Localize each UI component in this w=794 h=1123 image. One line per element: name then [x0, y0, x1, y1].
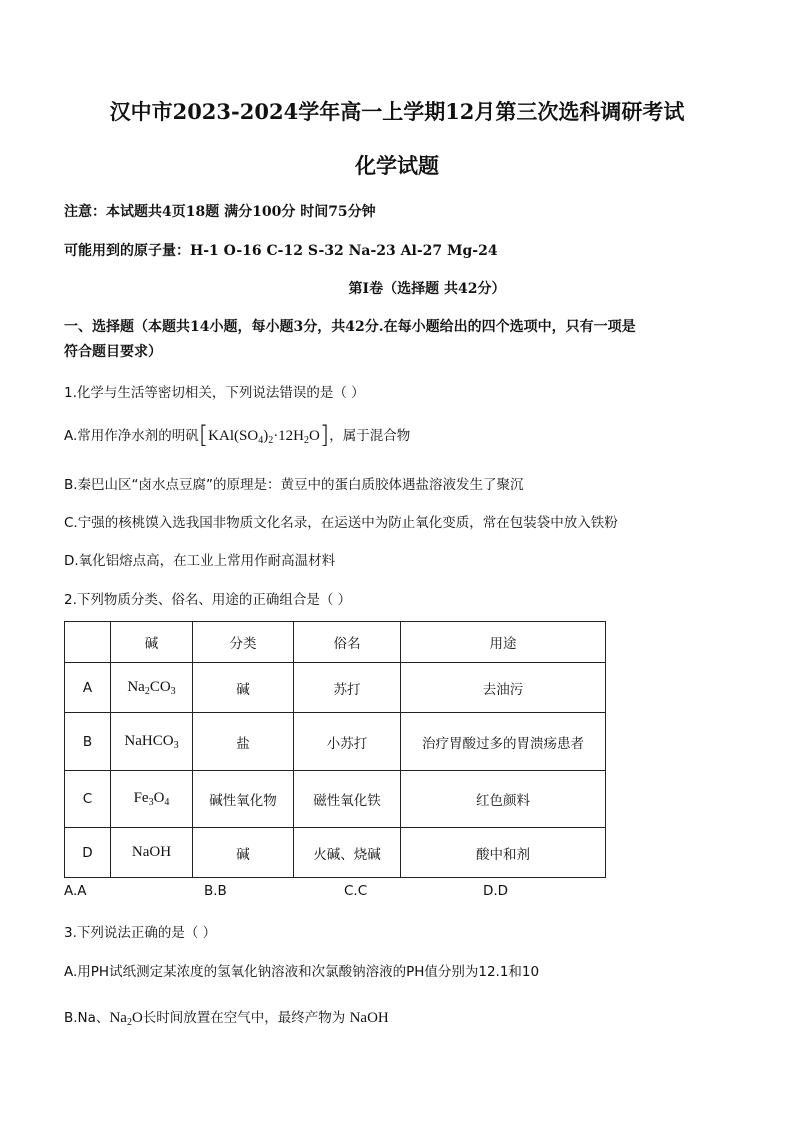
- table-row: [65, 663, 606, 713]
- q2-option-b: B.B: [204, 883, 227, 899]
- exam-title: 汉中市2023-2024学年高一上学期12月第三次选科调研考试: [109, 99, 685, 124]
- q2-option-c: C.C: [344, 883, 368, 899]
- alum-formula: $KAl(SO_4)_2\cdot 12H_2O$: [208, 428, 320, 446]
- row-label: A: [65, 663, 111, 713]
- atomic-masses: 可能用到的原子量：H-1 O-16 C-12 S-32 Na-23 Al-27 Mg-24: [64, 243, 498, 259]
- q2-stem: 2.下列物质分类、俗名、用途的正确组合是（ ）: [64, 592, 352, 608]
- row-label: B: [65, 713, 111, 771]
- q1-option-c: C.宁强的核桃馍入选我国非物质文化名录，在运送中为防止氧化变质，常在包装袋中放入铁粉: [64, 515, 618, 531]
- category-cell: 盐: [193, 713, 294, 771]
- table-header-row: [65, 622, 606, 663]
- q1-stem: 1.化学与生活等密切相关，下列说法错误的是（ ）: [64, 385, 365, 401]
- use-cell: 去油污: [401, 663, 606, 713]
- category-cell: 碱: [193, 663, 294, 713]
- row-label: C: [65, 771, 111, 828]
- formula-cell: NaOH: [111, 828, 193, 878]
- q1-option-d: D.氧化铝熔点高，在工业上常用作耐高温材料: [64, 553, 336, 569]
- attention-note: 注意：本试题共4页18题 满分100分 时间75分钟: [64, 204, 376, 220]
- q2-option-d: D.D: [483, 883, 509, 899]
- q3-stem: 3.下列说法正确的是（ ）: [64, 925, 217, 941]
- formula-cell: NaHCO$_3$: [111, 713, 193, 771]
- table-row: [65, 828, 606, 878]
- header-cell: 俗名: [294, 622, 401, 663]
- common-name-cell: 苏打: [294, 663, 401, 713]
- table-row: [65, 713, 606, 771]
- right-bracket: ]: [319, 421, 330, 449]
- category-cell: 碱性氧化物: [193, 771, 294, 828]
- q1-option-a: [64, 421, 410, 449]
- left-bracket: [: [198, 421, 209, 449]
- part-heading-line1: 一、选择题（本题共14小题，每小题3分，共42分.在每小题给出的四个选项中，只有一项是: [64, 319, 636, 335]
- common-name-cell: 火碱、烧碱: [294, 828, 401, 878]
- header-cell: 碱: [111, 622, 193, 663]
- header-cell: [65, 622, 111, 663]
- exam-subtitle: 化学试题: [355, 153, 439, 178]
- row-label: D: [65, 828, 111, 878]
- formula-cell: $Fe_3O_4$: [111, 771, 193, 828]
- q2-table: [64, 621, 606, 878]
- header-cell: 分类: [193, 622, 294, 663]
- use-cell: 治疗胃酸过多的胃溃疡患者: [401, 713, 606, 771]
- q2-option-a: A.A: [64, 883, 87, 899]
- common-name-cell: 磁性氧化铁: [294, 771, 401, 828]
- header-cell: 用途: [401, 622, 606, 663]
- use-cell: 酸中和剂: [401, 828, 606, 878]
- q1-option-b: B.秦巴山区“卤水点豆腐”的原理是：黄豆中的蛋白质胶体遇盐溶液发生了聚沉: [64, 477, 524, 493]
- part-heading-line2: 符合题目要求）: [64, 344, 162, 360]
- q1-a-text: A.常用作净水剂的明矾: [64, 428, 199, 444]
- use-cell: 红色颜料: [401, 771, 606, 828]
- formula-cell: $Na_2CO_3$: [111, 663, 193, 713]
- q3-option-a: A.用PH试纸测定某浓度的氢氧化钠溶液和次氯酸钠溶液的PH值分别为12.1和10: [64, 964, 540, 980]
- q1-a-suffix: ，属于混合物: [329, 428, 411, 444]
- category-cell: 碱: [193, 828, 294, 878]
- common-name-cell: 小苏打: [294, 713, 401, 771]
- table-row: [65, 771, 606, 828]
- volume-title: 第Ⅰ卷（选择题 共42分）: [348, 281, 506, 297]
- q3-option-b: B.Na、$Na_2O$长时间放置在空气中，最终产物为 NaOH: [64, 1010, 389, 1028]
